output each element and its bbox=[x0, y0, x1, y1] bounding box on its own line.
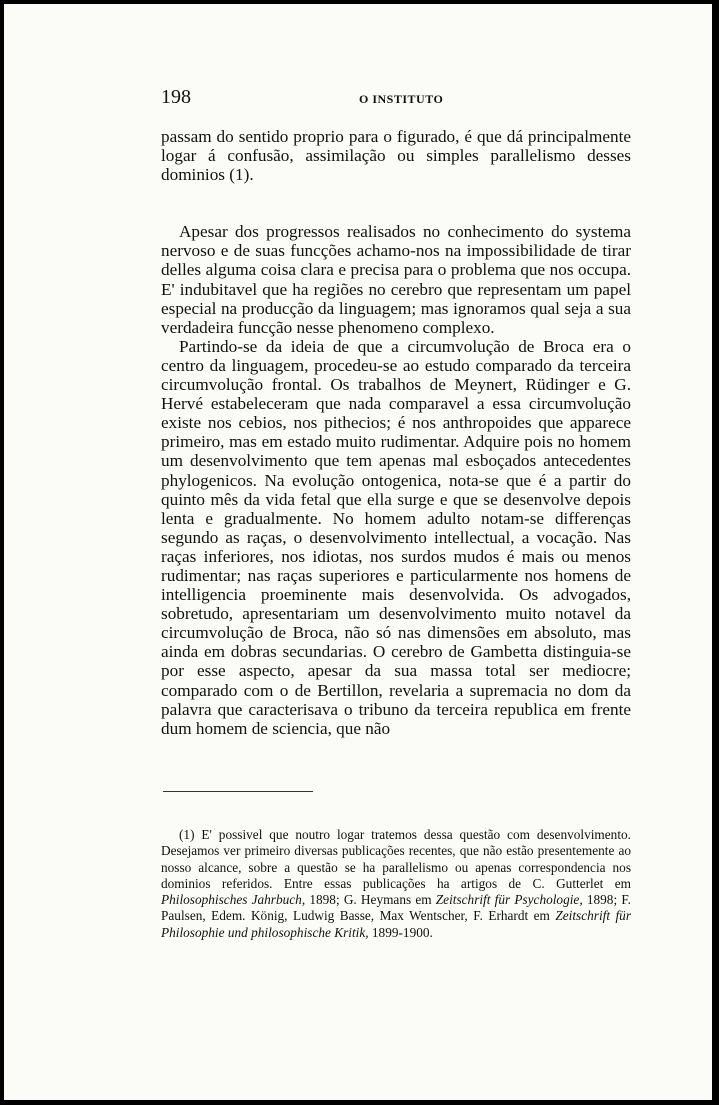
footnote-text: 1898; G. Heymans em bbox=[305, 892, 436, 908]
page-number: 198 bbox=[161, 86, 191, 108]
body-text bbox=[161, 127, 631, 738]
footnote-text: (1) E' possivel que noutro logar tratemos dessa questão com desenvolvimento. Desejamos ver primeiro diversas publicações recentes, que não estão presentemente ao nosso alcance, sobre a questão se ha parallelismo ou apenas correspondencia nos dominios referidos. Entre essas publicações ha artigos de C. Gutterlet em bbox=[161, 827, 631, 891]
footnote-journal-title: Zeitschrift für Psychologie, bbox=[435, 892, 583, 908]
footnote bbox=[161, 827, 631, 941]
body-paragraph-continued: passam do sentido proprio para o figurado, é que dá principalmente logar á confusão, assimilação ou simples parallelismo desses dominios (1). bbox=[161, 127, 631, 185]
body-paragraph: Partindo-se da ideia de que a circumvolução de Broca era o centro da linguagem, procedeu-se ao estudo comparado da terceira circumvolução frontal. Os trabalhos de Meynert, Rüdinger e G. Hervé estabeleceram que nada comparavel a essa circumvolução existe nos cebios, nos pithecios; é nos anthropoides que apparece primeiro, mas em estado muito rudimentar. Adquire pois no homem um desenvolvimento que tem apenas mal esboçados antecedentes phylogenicos. Na evolução ontogenica, nota-se que é a partir do quinto mês da vida fetal que ella surge e que se desenvolve depois lenta e gradualmente. No homem adulto notam-se differenças segundo as raças, o desenvolvimento intellectual, a vocação. Nas raças inferiores, nos idiotas, nos surdos mudos é mais ou menos rudimentar; nas raças superiores e particularmente nos homens de intelligencia proeminente mais desenvolvida. Os advogados, sobretudo, apresentariam um desenvolvimento muito notavel da circumvolução de Broca, não só nas dimensões em absoluto, mas ainda em dobras secundarias. O cerebro de Gambetta distinguia-se por esse aspecto, apesar da sua massa total ser mediocre; comparado com o de Bertillon, revelaria a supremacia no dom da palavra que caracterisava o tribuno da terceira republica em frente dum homem de sciencia, que não bbox=[161, 336, 631, 738]
running-title: O INSTITUTO bbox=[359, 92, 444, 106]
footnote-text: 1898; F. Paulsen, Edem. König, Ludwig Basse, Max Wentscher, F. Erhardt em bbox=[161, 892, 631, 924]
footnote-separator bbox=[163, 791, 313, 792]
book-page bbox=[4, 4, 712, 1100]
footnote-journal-title: Philosophisches Jahrbuch, bbox=[161, 892, 306, 908]
page-header bbox=[161, 86, 631, 112]
footnote-text: 1899-1900. bbox=[368, 924, 433, 940]
body-paragraph: Apesar dos progressos realisados no conhecimento do systema nervoso e de suas funcções achamo-nos na impossibilidade de tirar delles alguma coisa clara e precisa para o problema que nos occupa. E' indubitavel que ha regiões no cerebro que representam um papel especial na producção da linguagem; mas ignoramos qual seja a sua verdadeira funcção nesse phenomeno complexo. bbox=[161, 222, 631, 337]
footnote-journal-title: Zeitschrift für Philosophie und philosophische Kritik, bbox=[161, 908, 632, 940]
paragraph-gap bbox=[161, 184, 631, 222]
